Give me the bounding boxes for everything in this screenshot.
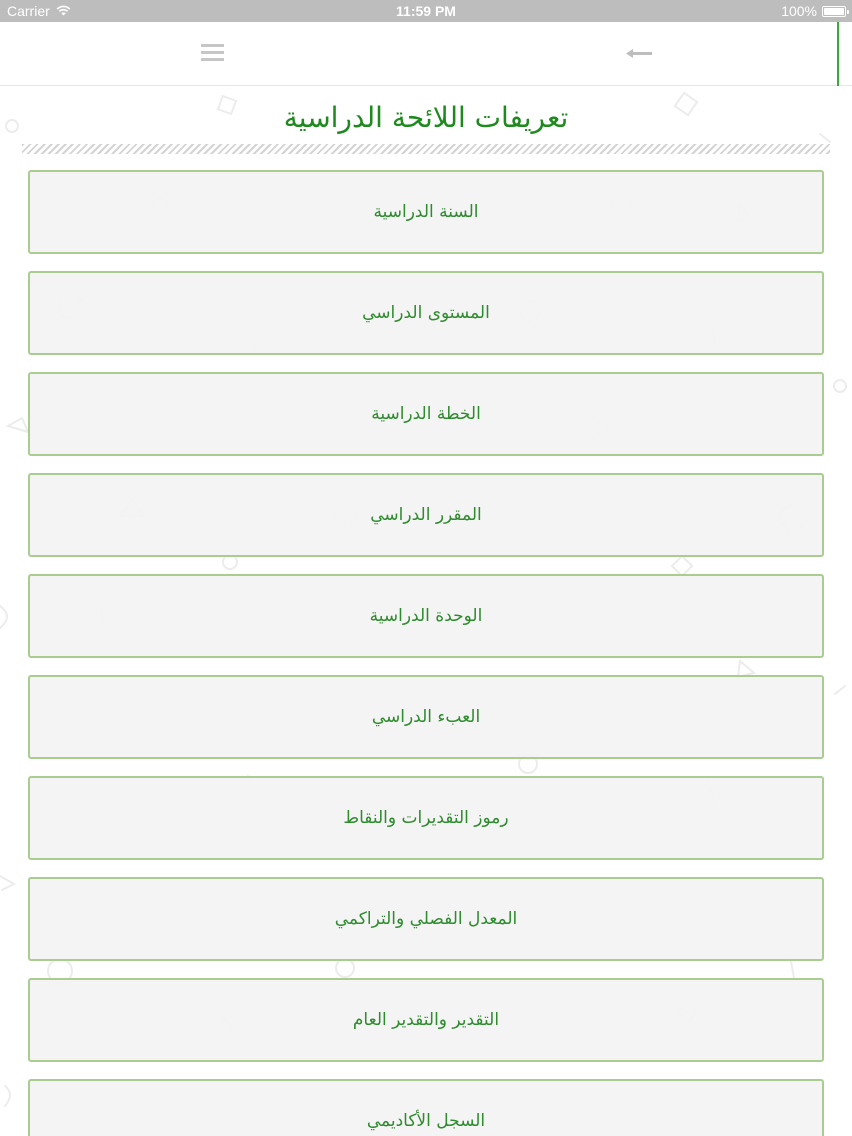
- battery-level: [824, 8, 844, 15]
- battery-icon: [822, 6, 846, 17]
- back-arrow-icon: [622, 40, 658, 68]
- list-item-academic-year[interactable]: [28, 170, 824, 254]
- battery-percent: 100%: [781, 3, 817, 19]
- definitions-list: [28, 170, 824, 1136]
- list-item-label: المستوى الدراسي: [362, 303, 490, 323]
- list-item-credit-unit[interactable]: [28, 574, 824, 658]
- list-item-label: رموز التقديرات والنقاط: [343, 808, 509, 828]
- menu-button[interactable]: [196, 40, 230, 68]
- list-item-label: الخطة الدراسية: [371, 404, 481, 424]
- list-item-label: المقرر الدراسي: [370, 505, 482, 525]
- status-right: [781, 3, 846, 19]
- list-item-label: السجل الأكاديمي: [366, 1111, 486, 1131]
- navigation-bar: [0, 22, 852, 86]
- status-time: 11:59 PM: [396, 3, 456, 19]
- list-item-study-load[interactable]: [28, 675, 824, 759]
- list-item-overall-grade[interactable]: [28, 978, 824, 1062]
- nav-edge-accent: [837, 22, 839, 86]
- back-button[interactable]: [622, 40, 658, 68]
- hamburger-menu-icon: [196, 40, 230, 68]
- status-bar: [0, 0, 852, 22]
- list-item-gpa[interactable]: [28, 877, 824, 961]
- list-item-course[interactable]: [28, 473, 824, 557]
- list-item-label: السنة الدراسية: [373, 202, 479, 222]
- list-item-grade-codes[interactable]: [28, 776, 824, 860]
- list-item-study-plan[interactable]: [28, 372, 824, 456]
- page-title: تعريفات اللائحة الدراسية: [283, 101, 569, 134]
- battery-tip: [847, 10, 849, 14]
- list-item-academic-record[interactable]: [28, 1079, 824, 1136]
- list-item-label: التقدير والتقدير العام: [352, 1010, 500, 1030]
- list-item-academic-level[interactable]: [28, 271, 824, 355]
- carrier-label: Carrier: [7, 3, 50, 19]
- main-content: [0, 86, 852, 1136]
- title-divider: [22, 144, 830, 154]
- list-item-label: العبء الدراسي: [371, 707, 481, 727]
- list-item-label: المعدل الفصلي والتراكمي: [334, 909, 518, 929]
- list-item-label: الوحدة الدراسية: [369, 606, 483, 626]
